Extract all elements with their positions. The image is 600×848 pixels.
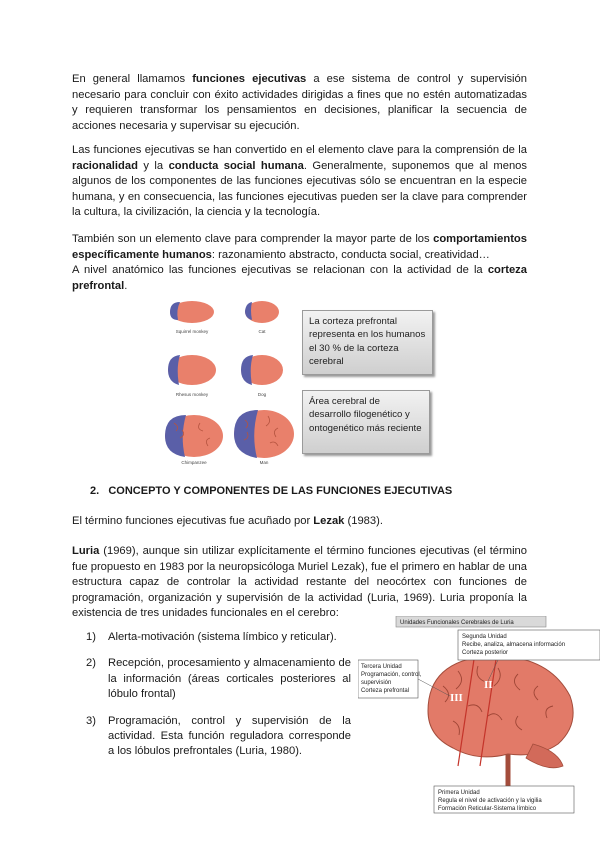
luria-brain-illustration bbox=[428, 646, 573, 788]
svg-text:Tercera Unidad: Tercera Unidad bbox=[361, 664, 402, 670]
svg-text:Formación Reticular-Sistema lí: Formación Reticular-Sistema límbico bbox=[438, 806, 537, 812]
svg-text:Corteza posterior: Corteza posterior bbox=[462, 650, 509, 656]
svg-text:Squirrel monkey: Squirrel monkey bbox=[175, 329, 209, 334]
term-racionalidad: racionalidad bbox=[72, 159, 138, 172]
human-brain bbox=[234, 410, 294, 465]
svg-text:Primera Unidad: Primera Unidad bbox=[438, 790, 480, 796]
brain-comparison-figure bbox=[160, 298, 300, 470]
svg-text:Chimpanzee: Chimpanzee bbox=[181, 460, 207, 465]
svg-text:supervisión: supervisión bbox=[361, 680, 392, 686]
luria-figure-title: Unidades Funcionales Cerebrales de Luria bbox=[400, 620, 514, 626]
racionalidad-paragraph: Las funciones ejecutivas se han convertido en el elemento clave para la comprensión de la racionalidad y la conducta social humana. Generalmente, suponemos que al menos algunos de los componentes de las funciones ejecutivas sólo se encuentran en la especie humana, y en consecuencia, las funciones ejecutivas pueden ser la clave para comprender la cultura, la civilización, la ciencia y la tecnología. bbox=[72, 144, 527, 219]
caption-prefrontal-30: La corteza prefrontal representa en los humanos el 30 % de la corteza cerebral bbox=[302, 310, 433, 375]
squirrel-monkey-brain bbox=[170, 301, 214, 334]
svg-text:Segunda Unidad: Segunda Unidad bbox=[462, 634, 507, 640]
intro-paragraph: En general llamamos funciones ejecutivas a ese sistema de control y supervisión necesario para concluir con éxito actividades dirigidas a fines que no estén automatizadas y requieren transformar los pensamientos en decisiones, planificar la secuencia de acciones necesaria y supervisar su ejecución. bbox=[72, 73, 527, 132]
list-item: 2) Recepción, procesamiento y almacenamiento de la información (áreas corticales posteriores al lóbulo frontal) bbox=[86, 657, 351, 701]
term-lezak: Lezak bbox=[313, 515, 345, 527]
svg-text:II: II bbox=[484, 679, 493, 691]
svg-text:Regula el nivel de activación: Regula el nivel de activación y la vigilia bbox=[438, 798, 542, 804]
comportamientos-paragraph: También son un elemento clave para comprender la mayor parte de los comportamientos específicamente humanos: razonamiento abstracto, conducta social, creatividad… A nivel anatómico las funciones ejecutivas se relacionan con la actividad de la corteza prefrontal. bbox=[72, 233, 527, 292]
dog-brain bbox=[241, 355, 283, 397]
list-item: 1) Alerta-motivación (sistema límbico y reticular). bbox=[86, 631, 337, 643]
luria-units-figure bbox=[358, 616, 600, 814]
svg-text:Cat: Cat bbox=[258, 329, 266, 334]
svg-text:Corteza prefrontal: Corteza prefrontal bbox=[361, 688, 410, 694]
cat-brain bbox=[245, 301, 279, 334]
list-item: 3) Programación, control y supervisión de la actividad. Esta función reguladora corresponde a los lóbulos prefrontales (Luria, 1980). bbox=[86, 714, 351, 758]
chimpanzee-brain bbox=[165, 415, 223, 465]
svg-text:III: III bbox=[450, 692, 463, 704]
luria-paragraph: Luria (1969), aunque sin utilizar explícitamente el término funciones ejecutivas (el término fue propuesto en 1983 por la neuropsicóloga Muriel Lezak), fue el primero en hablar de una estructura capaz de controlar la actividad restante del neocórtex con funciones de programación, organización y supervisión de la actividad (Luria, 1969). Luria proponía la existencia de tres unidades funcionales en el cerebro: bbox=[72, 545, 527, 620]
term-conducta-social: conducta social humana bbox=[168, 159, 304, 172]
term-comportamientos: comportamientos específicamente humanos bbox=[72, 233, 527, 261]
rhesus-monkey-brain bbox=[168, 355, 216, 397]
term-corteza-prefrontal: corteza prefrontal bbox=[72, 264, 527, 292]
svg-text:Programación, control,: Programación, control, bbox=[361, 672, 422, 678]
lezak-paragraph: El término funciones ejecutivas fue acuñado por Lezak (1983). bbox=[72, 515, 383, 527]
svg-text:I: I bbox=[502, 770, 506, 780]
svg-text:Dog: Dog bbox=[257, 392, 267, 397]
functional-units-list bbox=[86, 630, 351, 771]
term-luria: Luria bbox=[72, 545, 100, 557]
term-funciones-ejecutivas: funciones ejecutivas bbox=[192, 73, 307, 85]
section-heading: 2. CONCEPTO Y COMPONENTES DE LAS FUNCIONES EJECUTIVAS bbox=[90, 485, 453, 497]
svg-text:Man: Man bbox=[259, 460, 269, 465]
caption-area-reciente: Área cerebral de desarrollo filogenético y ontogenético más reciente bbox=[302, 390, 430, 454]
svg-text:Recibe, analiza, almacena info: Recibe, analiza, almacena información bbox=[462, 642, 566, 648]
svg-text:Rhesus monkey: Rhesus monkey bbox=[175, 392, 209, 397]
